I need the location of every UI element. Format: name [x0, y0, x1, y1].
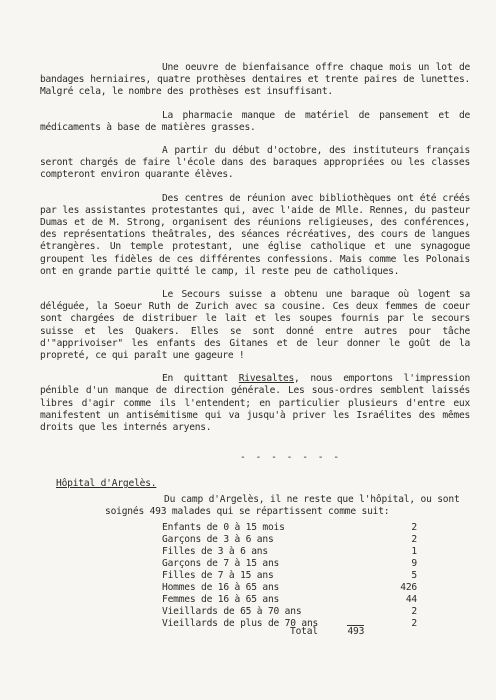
row-value: 9: [411, 558, 417, 569]
section-intro-text: Du camp d'Argelès, il ne reste que l'hôpital, ou sont soignés 493 malades qui se répartissent comme suit:: [105, 494, 460, 518]
row-value: 1: [411, 546, 417, 557]
total-row: [290, 625, 364, 637]
row-label: Garçons de 7 à 15 ans: [162, 558, 280, 569]
paragraph-text: A partir du début d'octobre, des instituteurs français seront chargés de faire l'école dans des baraques appropriées ou les classes compteront environ quarante élèves.: [40, 145, 470, 181]
paragraph-text: Le Secours suisse a obtenu une baraque où logent sa déléguée, la Soeur Ruth de Zurich avec sa cousine. Ces deux femmes de coeur sont chargées de distribuer le lait et les soupes fournis par le secours suisse et les Quakers. Elles se sont donné entre autres pour tâche d'"apprivoiser" les enfants des Gitanes et de leur donner le goût de la propreté, ce qui paraît une gageure !: [40, 289, 470, 362]
table-row: [162, 522, 417, 534]
row-label: Vieillards de plus de 70 ans: [162, 618, 319, 629]
separator: - - - - - - -: [240, 452, 342, 464]
paragraph: [40, 289, 470, 362]
section-intro: [105, 494, 470, 518]
row-label: Garçons de 3 à 6 ans: [162, 534, 274, 545]
place-name: Rivesaltes: [238, 373, 295, 385]
table-row: [162, 570, 417, 582]
row-label: Hommes de 16 à 65 ans: [162, 582, 280, 593]
row-value: 2: [411, 606, 417, 617]
row-value: 2: [411, 522, 417, 533]
row-label: Filles de 3 à 6 ans: [162, 546, 268, 557]
paragraph: [40, 62, 470, 99]
paragraph-text: La pharmacie manque de matériel de pansement et de médicaments à base de matières grasses.: [40, 109, 470, 133]
paragraph: [40, 193, 470, 278]
table-row: [162, 558, 417, 570]
row-label: Filles de 7 à 15 ans: [162, 570, 274, 581]
document-body: [40, 62, 470, 492]
row-value: 2: [411, 618, 417, 629]
row-value: 44: [405, 594, 417, 605]
row-value: 5: [411, 570, 417, 581]
table-row: [162, 546, 417, 558]
table-row: [162, 594, 417, 606]
row-label: Vieillards de 65 à 70 ans: [162, 606, 302, 617]
table-row: [162, 606, 417, 618]
paragraph: [40, 373, 470, 434]
row-value: 2: [411, 534, 417, 545]
row-label: Enfants de 0 à 15 mois: [162, 522, 285, 533]
paragraph: [40, 110, 470, 134]
patients-table: [162, 522, 417, 630]
paragraph-text: Une oeuvre de bienfaisance offre chaque mois un lot de bandages herniaires, quatre prothèses dentaires et trente paires de lunettes. Malgré cela, le nombre des prothèses est insuffisant.: [40, 62, 470, 98]
row-value: 426: [400, 582, 417, 593]
table-row: [162, 582, 417, 594]
table-row: [162, 534, 417, 546]
paragraph: [40, 145, 470, 182]
total-label: Total: [290, 626, 318, 637]
section-heading: Hôpital d'Argelès.: [56, 478, 157, 489]
paragraph-text: Des centres de réunion avec bibliothèques ont été créés par les assistantes protestantes qui, avec l'aide de Mlle. Rennes, du pasteur Dumas et de M. Strong, organisent des réunions religieuses, des conférences, des représentations theâtrales, des séances récréatives, des cours de langues étrangères. Un temple protestant, une église catholique et une synagogue groupent les fidèles de ces différentes confessions. Mais comme les Polonais ont en grande partie quitté le camp, il reste peu de catholiques.: [40, 192, 470, 277]
row-label: Femmes de 16 à 65 ans: [162, 594, 280, 605]
total-value: 493: [347, 626, 365, 637]
paragraph-text: , nous emportons l'impression pénible d'un manque de direction générale. Les sous-ordres semblent laissés libres d'agir comme ils l'entendent; en particulier plusieurs d'entre eux manifestent un antisémitisme qui va jusqu'à priver les Israélites des mêmes droits que les internés aryens.: [40, 373, 470, 434]
paragraph-text: En quittant: [162, 373, 239, 385]
